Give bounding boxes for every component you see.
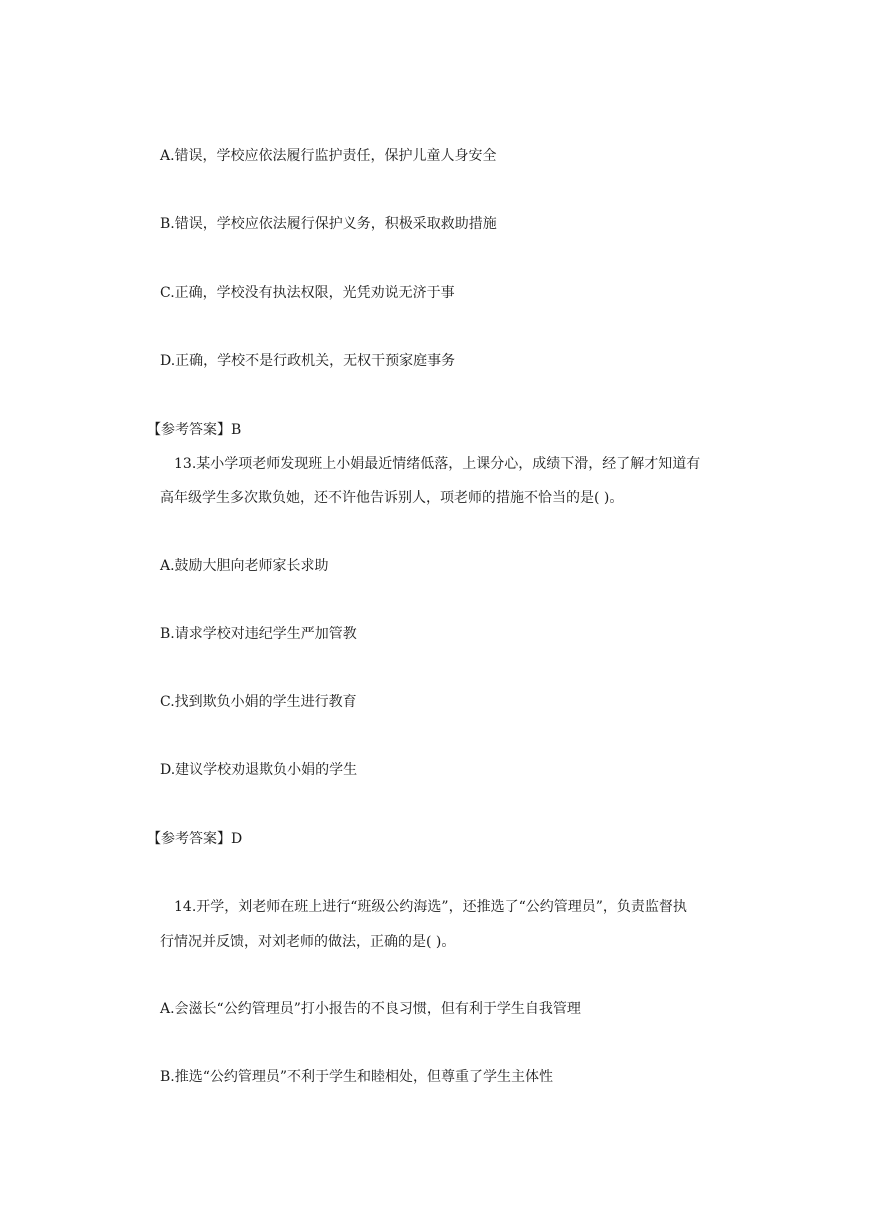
q12-option-c: C.正确，学校没有执法权限，光凭劝说无济于事	[160, 285, 455, 301]
q14-option-b: B.推选“公约管理员”不利于学生和睦相处，但尊重了学生主体性	[160, 1069, 554, 1085]
q12-answer: 【参考答案】B	[147, 422, 242, 438]
q13-answer: 【参考答案】D	[147, 831, 243, 847]
q13-option-d: D.建议学校劝退欺负小娟的学生	[160, 762, 358, 778]
q12-option-b: B.错误，学校应依法履行保护义务，积极采取救助措施	[160, 216, 497, 232]
q14-question-line-2: 行情况并反馈，对刘老师的做法，正确的是( )。	[160, 934, 456, 950]
q13-option-c: C.找到欺负小娟的学生进行教育	[160, 694, 357, 710]
q13-option-b: B.请求学校对违纪学生严加管教	[160, 626, 357, 642]
q12-option-d: D.正确，学校不是行政机关，无权干预家庭事务	[160, 353, 456, 369]
q13-option-a: A.鼓励大胆向老师家长求助	[160, 558, 329, 574]
q13-question-line-1: 13.某小学项老师发现班上小娟最近情绪低落，上课分心，成绩下滑，经了解才知道有	[174, 456, 701, 472]
q12-option-a: A.错误，学校应依法履行监护责任，保护儿童人身安全	[160, 148, 497, 164]
q14-question-line-1: 14.开学，刘老师在班上进行“班级公约海选”，还推选了“公约管理员”，负责监督执	[174, 899, 687, 915]
q13-question-line-2: 高年级学生多次欺负她，还不许他告诉别人，项老师的措施不恰当的是( )。	[160, 490, 624, 506]
q14-option-a: A.会滋长“公约管理员”打小报告的不良习惯，但有利于学生自我管理	[160, 1001, 581, 1017]
